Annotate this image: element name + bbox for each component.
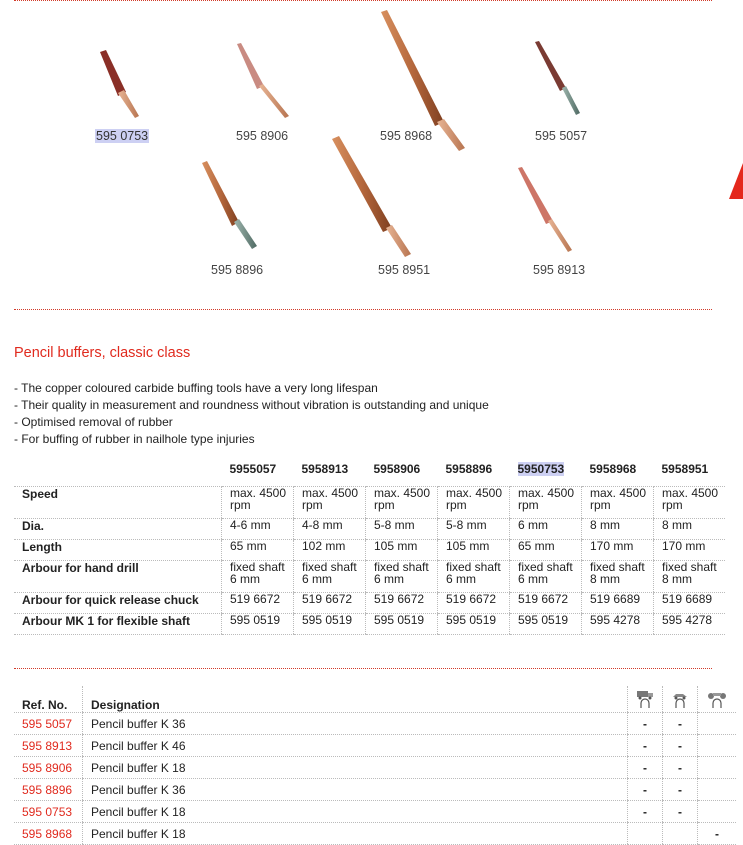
feature-list bbox=[14, 380, 489, 448]
spec-table bbox=[14, 462, 725, 635]
spec-cell: 170 mm bbox=[654, 540, 726, 561]
truck-icon bbox=[628, 686, 663, 713]
spec-cell: max. 4500 rpm bbox=[366, 487, 438, 519]
table-row bbox=[14, 757, 736, 779]
tool-image-5958951 bbox=[332, 136, 411, 257]
feature-item: - Their quality in measurement and roundness without vibration is outstanding and unique bbox=[14, 397, 489, 414]
product-code: 595 5057 bbox=[535, 129, 588, 143]
designation-header: Designation bbox=[83, 686, 628, 713]
spec-col-header: 5958913 bbox=[294, 462, 366, 487]
spec-cell: 8 mm bbox=[654, 519, 726, 540]
spec-cell: fixed shaft 6 mm bbox=[510, 561, 582, 593]
spec-col-header-highlight bbox=[510, 462, 582, 487]
spec-col-header-text: 5950753 bbox=[517, 462, 565, 476]
spec-cell: 595 0519 bbox=[510, 614, 582, 635]
mark bbox=[698, 713, 737, 735]
spec-cell: max. 4500 rpm bbox=[438, 487, 510, 519]
tool-image-5958906 bbox=[237, 43, 289, 118]
product-label bbox=[210, 263, 264, 277]
car-icon bbox=[663, 686, 698, 713]
spec-cell: 519 6689 bbox=[654, 593, 726, 614]
feature-item: - The copper coloured carbide buffing tools have a very long lifespan bbox=[14, 380, 489, 397]
product-label bbox=[235, 129, 289, 143]
spec-cell: fixed shaft 6 mm bbox=[294, 561, 366, 593]
mark: - bbox=[628, 735, 663, 757]
spec-row-label: Length bbox=[14, 540, 222, 561]
ref-number[interactable]: 595 8896 bbox=[14, 779, 83, 801]
designation: Pencil buffer K 36 bbox=[83, 713, 628, 735]
spec-cell: 595 0519 bbox=[294, 614, 366, 635]
spec-cell: 595 0519 bbox=[366, 614, 438, 635]
ref-number[interactable]: 595 8913 bbox=[14, 735, 83, 757]
spec-row-label: Dia. bbox=[14, 519, 222, 540]
spec-cell: max. 4500 rpm bbox=[222, 487, 294, 519]
ref-number[interactable]: 595 8906 bbox=[14, 757, 83, 779]
spec-cell: fixed shaft 8 mm bbox=[654, 561, 726, 593]
spec-cell: 4-8 mm bbox=[294, 519, 366, 540]
ref-header: Ref. No. bbox=[14, 686, 83, 713]
product-images bbox=[0, 0, 743, 300]
mark: - bbox=[663, 779, 698, 801]
section-divider bbox=[14, 309, 712, 310]
product-label bbox=[379, 129, 433, 143]
tractor-icon bbox=[698, 686, 737, 713]
feature-item: - Optimised removal of rubber bbox=[14, 414, 489, 431]
tool-image-5950753 bbox=[100, 50, 139, 118]
mark: - bbox=[663, 735, 698, 757]
mark bbox=[698, 801, 737, 823]
table-row bbox=[14, 801, 736, 823]
table-row bbox=[14, 735, 736, 757]
spec-cell: 6 mm bbox=[510, 519, 582, 540]
feature-item: - For buffing of rubber in nailhole type injuries bbox=[14, 431, 489, 448]
mark: - bbox=[628, 713, 663, 735]
mark bbox=[628, 823, 663, 845]
ref-number[interactable]: 595 5057 bbox=[14, 713, 83, 735]
ref-number[interactable]: 595 8968 bbox=[14, 823, 83, 845]
spec-cell: 170 mm bbox=[582, 540, 654, 561]
mark: - bbox=[663, 757, 698, 779]
product-code: 595 8896 bbox=[211, 263, 264, 277]
spec-cell: 105 mm bbox=[438, 540, 510, 561]
spec-cell: 8 mm bbox=[582, 519, 654, 540]
mark bbox=[698, 757, 737, 779]
spec-cell: 519 6672 bbox=[294, 593, 366, 614]
spec-cell: max. 4500 rpm bbox=[654, 487, 726, 519]
mark: - bbox=[663, 713, 698, 735]
mark: - bbox=[628, 779, 663, 801]
spec-row-label: Arbour MK 1 for flexible shaft bbox=[14, 614, 222, 635]
spec-cell: 519 6672 bbox=[510, 593, 582, 614]
spec-cell: fixed shaft 6 mm bbox=[438, 561, 510, 593]
spec-cell: 105 mm bbox=[366, 540, 438, 561]
spec-cell: 4-6 mm bbox=[222, 519, 294, 540]
spec-cell: 595 0519 bbox=[222, 614, 294, 635]
spec-cell: fixed shaft 6 mm bbox=[366, 561, 438, 593]
product-code: 595 0753 bbox=[96, 129, 149, 143]
table-row bbox=[14, 779, 736, 801]
spec-cell: 65 mm bbox=[510, 540, 582, 561]
ref-number[interactable]: 595 0753 bbox=[14, 801, 83, 823]
spec-cell: max. 4500 rpm bbox=[510, 487, 582, 519]
product-label bbox=[532, 263, 586, 277]
tool-image-5958896 bbox=[202, 161, 257, 249]
product-code: 595 8913 bbox=[533, 263, 586, 277]
spec-col-header: 5955057 bbox=[222, 462, 294, 487]
mark bbox=[698, 735, 737, 757]
spec-row-label: Arbour for quick release chuck bbox=[14, 593, 222, 614]
product-code: 595 8906 bbox=[236, 129, 289, 143]
spec-cell: 519 6672 bbox=[366, 593, 438, 614]
spec-cell: 519 6672 bbox=[222, 593, 294, 614]
mark: - bbox=[698, 823, 737, 845]
designation: Pencil buffer K 18 bbox=[83, 823, 628, 845]
designation: Pencil buffer K 18 bbox=[83, 801, 628, 823]
spec-cell: fixed shaft 8 mm bbox=[582, 561, 654, 593]
designation: Pencil buffer K 36 bbox=[83, 779, 628, 801]
spec-cell: 595 4278 bbox=[654, 614, 726, 635]
spec-col-header: 5958951 bbox=[654, 462, 726, 487]
section-divider bbox=[14, 668, 712, 669]
designation: Pencil buffer K 18 bbox=[83, 757, 628, 779]
ref-table bbox=[14, 686, 736, 845]
spec-row-label: Speed bbox=[14, 487, 222, 519]
spec-col-header: 5958968 bbox=[582, 462, 654, 487]
spec-cell: fixed shaft 6 mm bbox=[222, 561, 294, 593]
spec-col-header: 5958906 bbox=[366, 462, 438, 487]
spec-row-label: Arbour for hand drill bbox=[14, 561, 222, 593]
section-title: Pencil buffers, classic class bbox=[14, 345, 191, 361]
mark: - bbox=[628, 757, 663, 779]
table-row bbox=[14, 823, 736, 845]
mark bbox=[663, 823, 698, 845]
spec-cell: 595 4278 bbox=[582, 614, 654, 635]
table-row bbox=[14, 713, 736, 735]
spec-cell: 5-8 mm bbox=[366, 519, 438, 540]
spec-cell: 595 0519 bbox=[438, 614, 510, 635]
spec-cell: max. 4500 rpm bbox=[294, 487, 366, 519]
spec-corner bbox=[14, 462, 222, 487]
mark: - bbox=[663, 801, 698, 823]
spec-cell: 519 6672 bbox=[438, 593, 510, 614]
designation: Pencil buffer K 46 bbox=[83, 735, 628, 757]
mark: - bbox=[628, 801, 663, 823]
product-code: 595 8968 bbox=[380, 129, 433, 143]
red-corner-marker bbox=[729, 163, 743, 199]
product-label bbox=[377, 263, 431, 277]
product-label bbox=[534, 129, 588, 143]
mark bbox=[698, 779, 737, 801]
spec-col-header: 5958896 bbox=[438, 462, 510, 487]
spec-cell: 5-8 mm bbox=[438, 519, 510, 540]
spec-cell: 65 mm bbox=[222, 540, 294, 561]
spec-cell: 519 6689 bbox=[582, 593, 654, 614]
product-label bbox=[95, 129, 149, 143]
tool-image-5955057 bbox=[535, 41, 580, 115]
product-code: 595 8951 bbox=[378, 263, 431, 277]
tool-image-5958913 bbox=[518, 167, 572, 252]
spec-cell: 102 mm bbox=[294, 540, 366, 561]
spec-cell: max. 4500 rpm bbox=[582, 487, 654, 519]
